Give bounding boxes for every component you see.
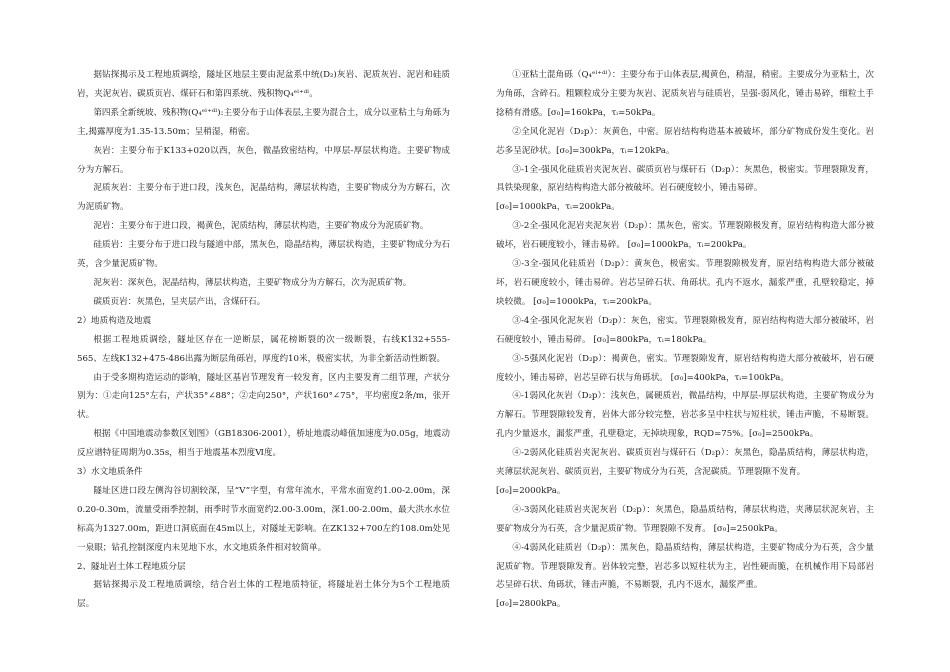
paragraph-layer-4-2: ④-2弱风化硅质岩夹泥灰岩、碳质页岩与煤矸石（D₂p）：灰黑色，隐晶质结构，薄层状构造，夹薄层状泥灰岩、碳质页岩，主要矿物成分为石英，含泥碳质。节理裂隙不发育。 <box>496 448 874 478</box>
paragraph-layer-4-4: ④-4弱风化硅质岩（D₂p）：黑灰色，隐晶质结构，薄层状构造，主要矿物成分为石英，含少量泥质矿物。节理裂隙发育。岩体较完整，岩芯多以短柱状为主，岩性硬而脆，在机械作用下局部岩芯呈碎石状、角砾状，锤击声脆，不易断裂，孔内不返水，漏浆严重。 <box>496 542 874 591</box>
heading-engineering-layers: 2、隧址岩土体工程地质分层 <box>77 561 186 572</box>
paragraph-layer-2: ②全风化泥岩（D₂p）：灰黄色，中密。原岩结构构造基本被破坏，部分矿物成份发生变化。岩芯多呈泥砂状。[σ₀]=300kPa，τᵢ=120kPa。 <box>496 126 874 156</box>
heading-hydrogeology: 3）水文地质条件 <box>77 467 143 478</box>
paragraph-layer-4-3: ④-3弱风化硅质岩夹泥灰岩（D₂p）：灰黑色，隐晶质结构，薄层状构造，夹薄层状泥灰岩，主要矿物成分为石英，含少量泥质矿物。节理裂隙不发育。 [σ₀]=2500kPa。 <box>496 504 874 534</box>
paragraph-joints: 由于受多期构造运动的影响，隧址区基岩节理发育一较发育，区内主要发育二组节理，产状分别为：①走向125°左右，产状35°∠88°；②走向250°，产状160°∠75°，平均密度2条/m，张开状。 <box>77 372 450 421</box>
paragraph-layer-3-4: ③-4全-强风化泥灰岩（D₂p）：灰色，密实。节理裂隙极发育，原岩结构构造大部分被破坏，岩石硬度较小，锤击易碎。 [σ₀]=800kPa，τᵢ=180kPa。 <box>496 315 874 345</box>
paragraph-layer-1: ①亚粘土混角砾（Q₄ᵉˡ⁺ᵈˡ）：主要分布于山体表层,褐黄色，稍湿，稍密。主要成分为亚粘土，次为角砾，含碎石。粗颗粒成分主要为灰岩、泥质灰岩与硅质岩，呈强-弱风化，锤击易碎，细粒土手捻稍有滑感。[σ₀]=160kPa，τᵢ=50kPa。 <box>496 70 874 118</box>
paragraph-fault: 根据工程地质调绘，隧址区存在一逆断层，属花榜断裂的次一级断裂，右线K132+555-565、左线K132+475-486出露为断层角砾岩，厚度约10米，极密实状，为非全新活动性断裂。 <box>77 334 450 364</box>
paragraph-seismic: 根据《中国地震动参数区划图》（GB18306-2001），桥址地震动峰值加速度为0.05g，地震动反应谱特征周期为0.35s，相当于地震基本烈度Ⅵ度。 <box>77 429 450 459</box>
paragraph-layer-4-2-values: [σ₀]=2000kPa。 <box>496 485 566 496</box>
right-text-column <box>496 66 874 614</box>
paragraph-siliceous-rock: 硅质岩：主要分布于进口段与隧道中部，黑灰色，隐晶结构，薄层状构造，主要矿物成分为石英，含少量泥质矿物。 <box>77 240 450 270</box>
paragraph-marl: 泥灰岩：深灰色，泥晶结构，薄层状构造，主要矿物成分为方解石，次为泥质矿物。 <box>93 277 412 288</box>
paragraph-layer-3-1: ③-1全-强风化硅质岩夹泥灰岩、碳质页岩与煤矸石（D₂p）：灰黑色，极密实。节理裂隙发育，具铁染现象，原岩结构构造大部分被破坏。岩石硬度较小，锤击易碎。 <box>496 164 874 194</box>
paragraph-hydrogeology: 隧址区进口段左侧沟谷切割较深，呈“V”字型，有常年流水，平常水面宽约1.00-2.00m，深0.20-0.30m，流量受雨季控制，雨季时节水面宽约2.00-3.00m，深1.00-2.00m，最大洪水水位标高为1327.00m，距进口洞底面在45m以上，对隧址无影响。在ZK132+700左约108.0m处见一泉眼；钻孔控制深度内未见地下水，水文地质条件相对较简单。 <box>77 485 450 553</box>
paragraph-strata-overview: 据钻探揭示及工程地质调绘，隧址区地层主要由泥盆系中统(D₂)灰岩、泥质灰岩、泥岩和硅质岩，夹泥灰岩、碳质页岩、煤矸石和第四系统、残积物Q₄ᵉˡ⁺ᵈˡ。 <box>77 70 450 99</box>
paragraph-layers-intro: 据钻探揭示及工程地质调绘，结合岩土体的工程地质特征，将隧址岩土体分为5个工程地质层。 <box>77 580 450 610</box>
paragraph-layer-3-1-values: [σ₀]=1000kPa，τᵢ=200kPa。 <box>496 202 620 213</box>
paragraph-layer-3-5: ③-5强风化泥岩（D₂p）：褐黄色，密实。节理裂隙发育，原岩结构构造大部分被破坏，岩石硬度较小，锤击易碎，岩芯呈碎石状与角砾状。 [σ₀]=400kPa，τᵢ=100kPa。 <box>496 353 874 383</box>
heading-geological-structure: 2）地质构造及地震 <box>77 315 152 326</box>
paragraph-carbonaceous-shale: 碳质页岩：灰黑色，呈夹层产出，含煤矸石。 <box>93 296 266 307</box>
paragraph-quaternary-deposits: 第四系全新统坡、残积物(Q₄ᵉˡ⁺ᵈˡ):主要分布于山体表层,主要为混合土，成分以亚粘土与角砾为主,揭露厚度为1.35-13.50m；呈稍湿，稍密。 <box>77 107 450 137</box>
left-text-column <box>77 66 450 614</box>
paragraph-layer-3-3: ③-3全-强风化硅质岩（D₂p）：黄灰色，极密实。节理裂隙极发育，原岩结构构造大部分被破坏，岩石硬度较小，锤击易碎。岩芯呈碎石状、角砾状。孔内不返水，漏浆严重，孔壁较稳定，掉块较微。 [σ₀]=1000kPa，τᵢ=200kPa。 <box>496 259 874 307</box>
paragraph-argillaceous-limestone: 泥质灰岩：主要分布于进口段，浅灰色，泥晶结构，薄层状构造，主要矿物成分为方解石，次为泥质矿物。 <box>77 183 450 213</box>
paragraph-layer-3-2: ③-2全-强风化泥岩夹泥灰岩（D₂p）：黑灰色，密实。节理裂隙极发育，原岩结构构造大部分被破坏，岩石硬度较小，锤击易碎。 [σ₀]=1000kPa，τᵢ=200kPa。 <box>496 221 874 251</box>
paragraph-layer-4-4-values: [σ₀]=2800kPa。 <box>496 599 566 610</box>
paragraph-limestone: 灰岩：主要分布于K133+020以西，灰色，微晶致密结构，中厚层-厚层状构造。主要矿物成分为方解石。 <box>77 145 450 175</box>
paragraph-mudstone: 泥岩：主要分布于进口段，褐黄色，泥质结构，薄层状构造，主要矿物成分为泥质矿物。 <box>93 221 429 232</box>
paragraph-layer-4-1: ④-1弱风化灰岩（D₂p）：浅灰色，属硬质岩，微晶结构，中厚层-厚层状构造，主要矿物成分为方解石。节理裂隙较发育，岩体大部分较完整，岩芯多呈中柱状与短柱状，锤击声脆，不易断裂。孔内少量返水，漏浆严重，孔壁稳定，无掉块现象，RQD=75%。[σ₀]=2500kPa。 <box>496 391 874 440</box>
